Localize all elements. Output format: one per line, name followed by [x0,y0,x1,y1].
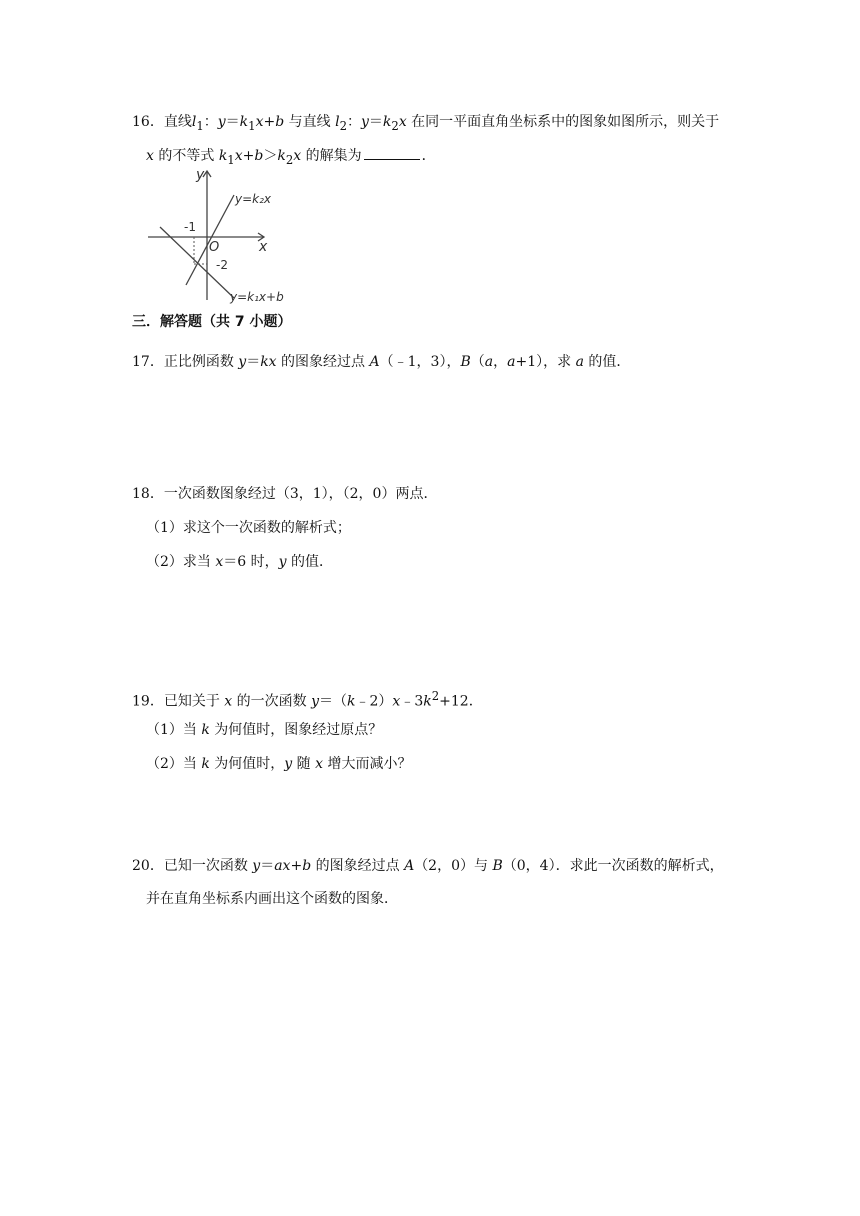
label-l2: y=k₂x [235,192,272,206]
q19-part2: （2）当 k 为何值时，y 随 x 增大而减小？ [146,756,412,772]
axis-x-label: x [259,239,268,255]
label-l1: y=k₁x+b [230,290,284,304]
axis-y-label: y [196,167,205,183]
q18-part1: （1）求这个一次函数的解析式； [146,520,351,536]
coordinate-figure [146,165,296,310]
q16-line2: x 的不等式 $k_1x+b>k_2x$ 的解集为 ． [146,145,436,170]
q20-line2: 并在直角坐标系内画出这个函数的图象． [146,891,398,907]
q16-line1: 16．直线$l_1$：$y=k_1x+b$ 与直线 $l_2$：$y=k_2x$ 在同一平面直角坐标系中的图象如图所示，则关于 [132,114,720,133]
q18-part2: （2）求当 x＝6 时，y 的值． [146,554,333,570]
q19-line1: 19．已知关于 x 的一次函数 $y=(k﹣2)x﹣3k^2+12$． [132,689,483,710]
q19-part1: （1）当 k 为何值时，图象经过原点？ [146,722,383,738]
q20-line1: 20．已知一次函数 y＝ax+b 的图象经过点 A（2，0）与 B（0，4）．求此一次函数的解析式， [132,858,724,874]
q17-line1: 17．正比例函数 y＝kx 的图象经过点 A（﹣1，3），B（a，a+1），求 a 的值． [132,354,631,370]
tick-x-label: -1 [184,220,196,234]
answer-blank[interactable] [364,145,420,160]
tick-y-label: -2 [216,258,228,272]
q18-line1: 18．一次函数图象经过（3，1），（2，0）两点． [132,486,438,502]
section-title: 三．解答题（共 7 小题） [132,314,292,330]
origin-label: O [209,240,220,255]
